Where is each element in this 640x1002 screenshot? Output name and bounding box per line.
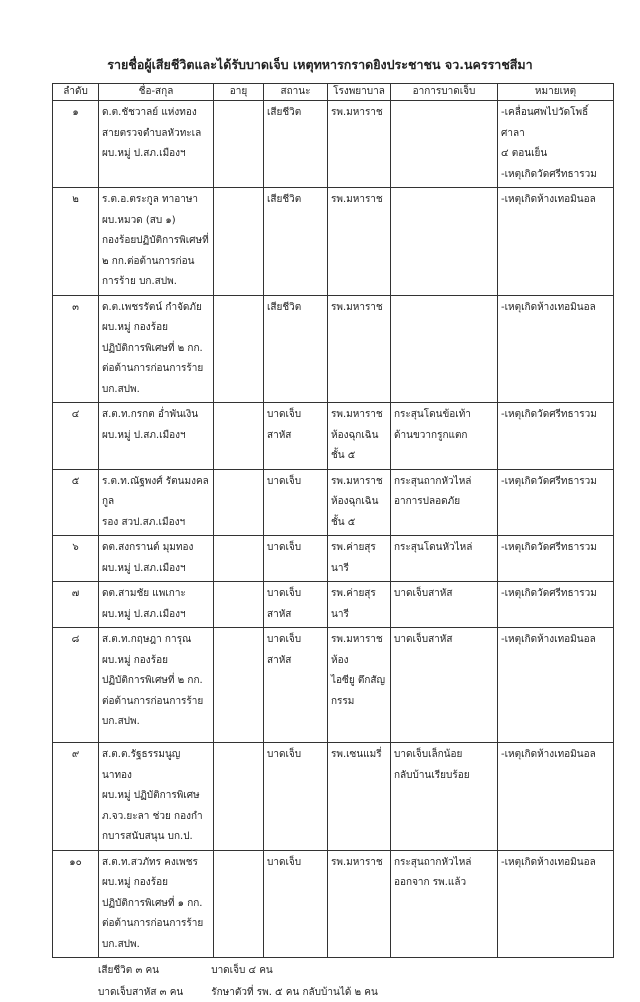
summary <box>52 958 613 1002</box>
cell-name-line: ผบ.หมู่ กองร้อย <box>102 654 168 666</box>
cell-name-line: ผบ.หมู่ ป.สภ.เมืองฯ <box>102 608 186 620</box>
cell-remark <box>498 101 614 188</box>
cell-injury <box>391 295 498 403</box>
table-row <box>53 469 614 536</box>
summary-serious: บาดเจ็บสาหัส ๓ คน <box>98 987 184 998</box>
cell-injury-line: กลับบ้านเรียบร้อย <box>394 769 470 781</box>
cell-no: ๖ <box>53 536 99 582</box>
table-row <box>53 188 614 296</box>
cell-injury <box>391 469 498 536</box>
cell-name-line: ภ.จว.ยะลา ช่วย กองกำ <box>102 810 203 822</box>
cell-remark-line: -เหตุเกิดห้างเทอมินอล <box>501 194 596 205</box>
cell-status: เสียชีวิต <box>264 188 328 296</box>
cell-remark <box>498 850 614 958</box>
document-body <box>52 83 613 1002</box>
cell-name-line: ดต.สามชัย แพเกาะ <box>102 588 186 599</box>
cell-injury-line: บาดเจ็บเล็กน้อย <box>394 749 463 760</box>
cell-injury <box>391 850 498 958</box>
cell-age <box>214 101 264 188</box>
cell-name-line: บก.สปพ. <box>102 938 140 950</box>
cell-remark-line: -เหตุเกิดวัดศรีทธารวม <box>501 588 597 599</box>
cell-remark <box>498 469 614 536</box>
cell-remark <box>498 403 614 470</box>
cell-name-line: ส.ต.ท.สวภัทร คงเพชร <box>102 856 198 868</box>
table-row <box>53 101 614 188</box>
cell-injury <box>391 582 498 628</box>
table-row <box>53 850 614 958</box>
cell-status: บาดเจ็บ <box>264 743 328 851</box>
cell-remark <box>498 188 614 296</box>
cell-hospital <box>328 101 391 188</box>
table-row <box>53 582 614 628</box>
cell-injury <box>391 101 498 188</box>
cell-injury-line: ด้านขวากรูกแตก <box>394 429 468 441</box>
cell-injury-line: ออกจาก รพ.แล้ว <box>394 877 467 888</box>
cell-remark-line: -เหตุเกิดห้างเทอมินอล <box>501 749 596 760</box>
cell-injury <box>391 743 498 851</box>
cell-name-line: กองร้อยปฏิบัติการพิเศษที่ <box>102 235 209 246</box>
cell-remark-line: -เหตุเกิดวัดศรีทธารวม <box>501 542 597 553</box>
cell-no: ๔ <box>53 403 99 470</box>
cell-name-line: ผบ.หมู่ กองร้อย <box>102 877 168 888</box>
table-row <box>53 628 614 743</box>
cell-name-line: ปฏิบัติการพิเศษที่ ๒ กก. <box>102 342 203 354</box>
cell-status: เสียชีวิต <box>264 295 328 403</box>
cell-age <box>214 188 264 296</box>
cell-name-line: ดต.สงกรานต์ มุมทอง <box>102 542 194 553</box>
cell-name-line: รอง สวป.สภ.เมืองฯ <box>102 516 186 528</box>
cell-remark-line: -เหตุเกิดห้างเทอมินอล <box>501 856 596 868</box>
cell-hospital <box>328 850 391 958</box>
cell-status: บาดเจ็บ <box>264 850 328 958</box>
cell-name-line: ส.ต.ท.กฤษฎา การุณ <box>102 634 192 645</box>
cell-hospital-line: รพ.มหาราช <box>331 475 383 487</box>
cell-remark <box>498 295 614 403</box>
cell-age <box>214 403 264 470</box>
casualty-table <box>52 83 614 958</box>
header-status: สถานะ <box>264 84 328 101</box>
cell-name-line: ต่อต้านการก่อนการร้าย <box>102 695 204 707</box>
cell-hospital <box>328 295 391 403</box>
summary-hospital: รักษาตัวที่ รพ. ๕ คน กลับบ้านได้ ๒ คน <box>211 987 378 998</box>
cell-remark-line: -เคลื่อนศพไปวัดโพธิ์ ศาลา <box>501 107 589 139</box>
cell-name-line: ๒ กก.ต่อต้านการก่อน <box>102 255 195 267</box>
cell-name-line: การร้าย บก.สปพ. <box>102 276 177 287</box>
cell-injury-line: กระสุนถากหัวไหล่ <box>394 475 472 487</box>
cell-status: บาดเจ็บสาหัส <box>264 628 328 743</box>
header-hospital: โรงพยาบาล <box>328 84 391 101</box>
cell-name <box>99 536 214 582</box>
cell-hospital-line: รพ.เซนแมรี่ <box>331 749 382 760</box>
cell-remark-line: ๔ ตอนเย็น <box>501 148 548 159</box>
cell-hospital <box>328 188 391 296</box>
cell-name-line: ผบ.หมู่ กองร้อย <box>102 322 168 333</box>
cell-status: บาดเจ็บสาหัส <box>264 582 328 628</box>
cell-remark <box>498 743 614 851</box>
cell-remark-line: -เหตุเกิดวัดศรีทธารวม <box>501 475 597 487</box>
cell-status: บาดเจ็บ <box>264 536 328 582</box>
cell-name-line: ผบ.หมู่ ป.สภ.เมืองฯ <box>102 429 186 441</box>
document-title: รายชื่อผู้เสียชีวิตและได้รับบาดเจ็บ เหตุทหารกราดยิงประชาชน จว.นครราชสีมา <box>107 57 533 72</box>
cell-age <box>214 295 264 403</box>
cell-injury-line: อาการปลอดภัย <box>394 496 461 507</box>
cell-age <box>214 469 264 536</box>
cell-injury-line: กระสุนโดนหัวไหล่ <box>394 542 473 553</box>
cell-remark <box>498 628 614 743</box>
cell-no: ๙ <box>53 743 99 851</box>
cell-injury-line: บาดเจ็บสาหัส <box>394 588 453 599</box>
cell-hospital-line: รพ.มหาราช <box>331 301 383 313</box>
cell-name <box>99 101 214 188</box>
cell-hospital <box>328 403 391 470</box>
cell-hospital-line: รพ.มหาราช <box>331 194 383 205</box>
cell-age <box>214 582 264 628</box>
cell-hospital <box>328 469 391 536</box>
cell-remark <box>498 536 614 582</box>
cell-hospital-line: ห้องฉุกเฉินชั้น ๕ <box>331 496 379 528</box>
cell-remark-line: -เหตุเกิดวัดศรีทธารวม <box>501 168 597 180</box>
cell-remark <box>498 582 614 628</box>
cell-age <box>214 628 264 743</box>
header-no: ลำดับ <box>53 84 99 101</box>
cell-name-line: ปฏิบัติการพิเศษที่ ๑ กก. <box>102 897 203 909</box>
cell-status: บาดเจ็บสาหัส <box>264 403 328 470</box>
cell-name-line: สายตรวจตำบลหัวทะเล <box>102 127 202 139</box>
cell-name <box>99 295 214 403</box>
cell-name <box>99 743 214 851</box>
table-row <box>53 536 614 582</box>
cell-name-line: ร.ต.อ.ตระกูล ทาอาษา <box>102 194 199 205</box>
table-row <box>53 295 614 403</box>
cell-injury-line: กระสุนโดนข้อเท้า <box>394 409 471 420</box>
header-age: อายุ <box>214 84 264 101</box>
cell-name-line: ส.ต.ท.กรกต อ่ำพันเงิน <box>102 409 199 420</box>
cell-no: ๑ <box>53 101 99 188</box>
cell-name-line: ต่อต้านการก่อนการร้าย <box>102 363 204 374</box>
cell-status: บาดเจ็บ <box>264 469 328 536</box>
cell-hospital-line: ห้องฉุกเฉิน ชั้น ๕ <box>331 429 379 461</box>
cell-remark-line: -เหตุเกิดห้างเทอมินอล <box>501 301 596 313</box>
cell-injury <box>391 628 498 743</box>
cell-name-line: ด.ต.ชัชวาลย์ แห่งทอง <box>102 107 197 118</box>
cell-injury <box>391 188 498 296</box>
cell-injury <box>391 536 498 582</box>
cell-age <box>214 536 264 582</box>
cell-injury-line: กระสุนถากหัวไหล่ <box>394 856 472 868</box>
table-row <box>53 743 614 851</box>
cell-status: เสียชีวิต <box>264 101 328 188</box>
cell-name-line: ร.ต.ท.ณัฐพงศ์ รัตนมงคลกูล <box>102 475 209 507</box>
cell-hospital <box>328 628 391 743</box>
cell-name <box>99 582 214 628</box>
cell-hospital-line: ไอซียู ตึกสัญกรรม <box>331 675 386 707</box>
cell-hospital <box>328 582 391 628</box>
summary-injured: บาดเจ็บ ๔ คน <box>211 965 273 976</box>
cell-no: ๓ <box>53 295 99 403</box>
cell-age <box>214 743 264 851</box>
header-name: ชื่อ-สกุล <box>99 84 214 101</box>
cell-hospital-line: รพ.มหาราช ห้อง <box>331 634 383 666</box>
cell-name-line: ปฏิบัติการพิเศษที่ ๒ กก. <box>102 675 203 686</box>
cell-name <box>99 628 214 743</box>
cell-hospital <box>328 743 391 851</box>
cell-hospital-line: รพ.มหาราช <box>331 107 383 118</box>
header-injury: อาการบาดเจ็บ <box>391 84 498 101</box>
cell-hospital-line: รพ.ค่ายสุรนารี <box>331 542 376 574</box>
cell-name <box>99 469 214 536</box>
cell-name-line: ผบ.หมวด (สบ ๑) <box>102 214 176 226</box>
cell-hospital-line: รพ.ค่ายสุรนารี <box>331 588 376 620</box>
cell-name <box>99 850 214 958</box>
table-row <box>53 403 614 470</box>
cell-injury-line: บาดเจ็บสาหัส <box>394 634 453 645</box>
cell-name-line: ด.ต.เพชรรัตน์ กำจัดภัย <box>102 301 202 313</box>
cell-hospital-line: รพ.มหาราช <box>331 409 383 420</box>
cell-name-line: ผบ.หมู่ ปฏิบัติการพิเศษ <box>102 790 200 801</box>
cell-no: ๘ <box>53 628 99 743</box>
table-header-row <box>53 84 614 101</box>
cell-no: ๒ <box>53 188 99 296</box>
cell-name-line: ส.ต.ต.รัฐธรรมนูญ นาทอง <box>102 749 181 781</box>
cell-name-line: ผบ.หมู่ ป.สภ.เมืองฯ <box>102 562 186 574</box>
cell-name-line: ต่อต้านการก่อนการร้าย <box>102 918 204 929</box>
cell-no: ๑๐ <box>53 850 99 958</box>
cell-name <box>99 188 214 296</box>
header-remark: หมายเหตุ <box>498 84 614 101</box>
summary-dead: เสียชีวิต ๓ คน <box>98 965 159 976</box>
cell-name-line: บก.สปพ. <box>102 383 140 395</box>
cell-remark-line: -เหตุเกิดห้างเทอมินอล <box>501 634 596 645</box>
cell-name-line: ผบ.หมู่ ป.สภ.เมืองฯ <box>102 148 186 159</box>
cell-no: ๗ <box>53 582 99 628</box>
cell-hospital <box>328 536 391 582</box>
cell-name-line: กบารสนับสนุน บก.ป. <box>102 831 193 842</box>
cell-name <box>99 403 214 470</box>
cell-hospital-line: รพ.มหาราช <box>331 856 383 868</box>
cell-injury <box>391 403 498 470</box>
cell-name-line: บก.สปพ. <box>102 716 140 727</box>
cell-no: ๕ <box>53 469 99 536</box>
cell-age <box>214 850 264 958</box>
cell-remark-line: -เหตุเกิดวัดศรีทธารวม <box>501 409 597 420</box>
